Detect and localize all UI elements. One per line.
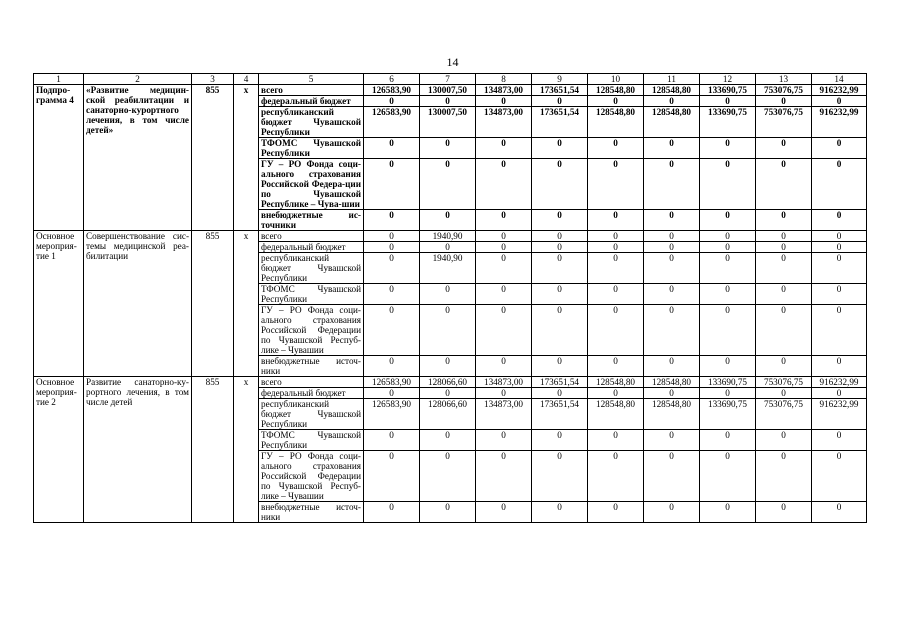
table-row [34, 377, 867, 388]
value-cell: 0 [700, 356, 756, 377]
value-cell: 916232,99 [812, 399, 867, 430]
value-cell: 133690,75 [700, 377, 756, 388]
value-cell: 0 [756, 284, 812, 305]
group-code: Основное мероприя-тие 2 [34, 377, 84, 523]
column-number-11: 11 [644, 74, 700, 85]
value-cell: 0 [588, 242, 644, 253]
value-cell: 0 [700, 253, 756, 284]
funding-source: ГУ – РО Фонда соци-ального страхования Российской Федерации по Чувашской Респуб-лике – Чувашии [259, 305, 364, 356]
funding-source: внебюджетные источ-ники [259, 502, 364, 523]
funding-source: республиканский бюджет Чувашской Республики [259, 399, 364, 430]
value-cell: 133690,75 [700, 85, 756, 96]
value-cell: 0 [588, 284, 644, 305]
value-cell: 0 [700, 284, 756, 305]
funding-source: федеральный бюджет [259, 242, 364, 253]
funding-source: всего [259, 85, 364, 96]
value-cell: 128548,80 [588, 85, 644, 96]
value-cell: 753076,75 [756, 107, 812, 138]
value-cell: 0 [700, 305, 756, 356]
value-cell: 0 [756, 430, 812, 451]
value-cell: 753076,75 [756, 377, 812, 388]
value-cell: 0 [420, 210, 476, 231]
column-number-4: 4 [234, 74, 259, 85]
value-cell: 0 [532, 430, 588, 451]
value-cell: 0 [364, 502, 420, 523]
funding-source: ГУ – РО Фонда соци-ального страхования Российской Федерации по Чувашской Респуб-лике – Чувашии [259, 451, 364, 502]
value-cell: 0 [364, 253, 420, 284]
value-cell: 0 [588, 356, 644, 377]
value-cell: 130007,50 [420, 107, 476, 138]
value-cell: 0 [476, 430, 532, 451]
group-column-3: 855 [192, 85, 234, 231]
value-cell: 0 [588, 253, 644, 284]
funding-source: внебюджетные источ-ники [259, 356, 364, 377]
value-cell: 173651,54 [532, 399, 588, 430]
column-number-8: 8 [476, 74, 532, 85]
value-cell: 0 [532, 305, 588, 356]
value-cell: 0 [644, 356, 700, 377]
value-cell: 0 [532, 242, 588, 253]
value-cell: 0 [812, 502, 867, 523]
value-cell: 0 [812, 138, 867, 159]
funding-source: ТФОМС Чувашской Республики [259, 138, 364, 159]
value-cell: 0 [700, 242, 756, 253]
value-cell: 173651,54 [532, 107, 588, 138]
value-cell: 0 [532, 356, 588, 377]
group-title: Совершенствование сис-темы медицинской реа-билитации [84, 231, 192, 377]
value-cell: 128066,60 [420, 399, 476, 430]
value-cell: 0 [476, 253, 532, 284]
group-column-4: x [234, 231, 259, 377]
value-cell: 0 [756, 253, 812, 284]
value-cell: 128548,80 [644, 399, 700, 430]
column-number-2: 2 [84, 74, 192, 85]
value-cell: 0 [476, 210, 532, 231]
value-cell: 0 [700, 96, 756, 107]
group-column-4: x [234, 377, 259, 523]
page-number: 14 [446, 55, 459, 69]
funding-source: республиканский бюджет Чувашской Республики [259, 107, 364, 138]
value-cell: 0 [532, 159, 588, 210]
value-cell: 0 [644, 430, 700, 451]
funding-source: федеральный бюджет [259, 96, 364, 107]
column-number-13: 13 [756, 74, 812, 85]
value-cell: 0 [588, 388, 644, 399]
value-cell: 0 [476, 356, 532, 377]
value-cell: 0 [812, 210, 867, 231]
column-number-1: 1 [34, 74, 84, 85]
value-cell: 133690,75 [700, 399, 756, 430]
value-cell: 0 [588, 305, 644, 356]
table-row [34, 85, 867, 96]
value-cell: 0 [588, 451, 644, 502]
value-cell: 0 [812, 231, 867, 242]
value-cell: 0 [812, 356, 867, 377]
value-cell: 134873,00 [476, 107, 532, 138]
value-cell: 0 [364, 284, 420, 305]
column-number-3: 3 [192, 74, 234, 85]
value-cell: 0 [588, 231, 644, 242]
value-cell: 133690,75 [700, 107, 756, 138]
value-cell: 0 [420, 138, 476, 159]
value-cell: 0 [364, 430, 420, 451]
value-cell: 0 [644, 242, 700, 253]
value-cell: 173651,54 [532, 377, 588, 388]
value-cell: 0 [476, 502, 532, 523]
group-code: Основное мероприя-тие 1 [34, 231, 84, 377]
value-cell: 0 [420, 96, 476, 107]
group-title: «Развитие медицин-ской реабилитации и санаторно-курортного лечения, в том числе детей» [84, 85, 192, 231]
value-cell: 0 [420, 451, 476, 502]
funding-source: внебюджетные ис-точники [259, 210, 364, 231]
value-cell: 130007,50 [420, 85, 476, 96]
funding-source: федеральный бюджет [259, 388, 364, 399]
value-cell: 0 [812, 451, 867, 502]
value-cell: 0 [420, 502, 476, 523]
value-cell: 0 [532, 388, 588, 399]
value-cell: 0 [532, 253, 588, 284]
value-cell: 126583,90 [364, 399, 420, 430]
value-cell: 0 [756, 451, 812, 502]
value-cell: 916232,99 [812, 85, 867, 96]
column-number-5: 5 [259, 74, 364, 85]
value-cell: 0 [364, 159, 420, 210]
value-cell: 0 [812, 159, 867, 210]
funding-source: всего [259, 231, 364, 242]
value-cell: 916232,99 [812, 377, 867, 388]
value-cell: 916232,99 [812, 107, 867, 138]
funding-source: ТФОМС Чувашской Республики [259, 430, 364, 451]
value-cell: 0 [812, 388, 867, 399]
value-cell: 0 [420, 284, 476, 305]
value-cell: 0 [476, 231, 532, 242]
value-cell: 0 [700, 451, 756, 502]
value-cell: 0 [420, 242, 476, 253]
value-cell: 0 [644, 231, 700, 242]
group-column-3: 855 [192, 377, 234, 523]
value-cell: 126583,90 [364, 377, 420, 388]
group-column-4: x [234, 85, 259, 231]
value-cell: 128548,80 [644, 85, 700, 96]
column-number-7: 7 [420, 74, 476, 85]
value-cell: 0 [532, 231, 588, 242]
value-cell: 0 [476, 284, 532, 305]
value-cell: 0 [476, 96, 532, 107]
column-number-10: 10 [588, 74, 644, 85]
value-cell: 0 [812, 242, 867, 253]
funding-source: всего [259, 377, 364, 388]
value-cell: 0 [588, 96, 644, 107]
value-cell: 0 [364, 138, 420, 159]
value-cell: 0 [588, 502, 644, 523]
value-cell: 0 [476, 451, 532, 502]
value-cell: 0 [644, 138, 700, 159]
value-cell: 0 [812, 430, 867, 451]
value-cell: 0 [476, 242, 532, 253]
value-cell: 0 [476, 159, 532, 210]
value-cell: 128066,60 [420, 377, 476, 388]
value-cell: 0 [532, 502, 588, 523]
value-cell: 128548,80 [588, 377, 644, 388]
value-cell: 128548,80 [588, 399, 644, 430]
value-cell: 0 [700, 138, 756, 159]
value-cell: 0 [420, 356, 476, 377]
value-cell: 0 [700, 159, 756, 210]
value-cell: 0 [756, 242, 812, 253]
value-cell: 0 [588, 138, 644, 159]
value-cell: 0 [756, 388, 812, 399]
value-cell: 0 [364, 388, 420, 399]
column-number-6: 6 [364, 74, 420, 85]
value-cell: 0 [644, 305, 700, 356]
value-cell: 0 [700, 210, 756, 231]
value-cell: 0 [700, 430, 756, 451]
group-column-3: 855 [192, 231, 234, 377]
value-cell: 0 [532, 451, 588, 502]
value-cell: 0 [700, 388, 756, 399]
group-title: Развитие санаторно-ку-рортного лечения, в том числе детей [84, 377, 192, 523]
value-cell: 0 [364, 451, 420, 502]
value-cell: 0 [644, 96, 700, 107]
funding-source: республиканский бюджет Чувашской Республики [259, 253, 364, 284]
value-cell: 134873,00 [476, 377, 532, 388]
value-cell: 0 [700, 231, 756, 242]
value-cell: 0 [812, 96, 867, 107]
table-body [34, 74, 867, 523]
value-cell: 0 [420, 159, 476, 210]
group-code: Подпро-грамма 4 [34, 85, 84, 231]
table-row [34, 231, 867, 242]
value-cell: 0 [364, 242, 420, 253]
column-number-row [34, 74, 867, 85]
value-cell: 0 [812, 284, 867, 305]
value-cell: 134873,00 [476, 85, 532, 96]
value-cell: 0 [420, 430, 476, 451]
value-cell: 0 [812, 305, 867, 356]
value-cell: 0 [756, 356, 812, 377]
value-cell: 0 [364, 96, 420, 107]
value-cell: 128548,80 [644, 377, 700, 388]
value-cell: 126583,90 [364, 85, 420, 96]
value-cell: 0 [588, 159, 644, 210]
value-cell: 0 [476, 388, 532, 399]
value-cell: 0 [644, 210, 700, 231]
funding-source: ТФОМС Чувашской Республики [259, 284, 364, 305]
value-cell: 1940,90 [420, 231, 476, 242]
value-cell: 0 [364, 356, 420, 377]
value-cell: 0 [756, 210, 812, 231]
value-cell: 0 [644, 502, 700, 523]
value-cell: 0 [756, 96, 812, 107]
value-cell: 0 [756, 305, 812, 356]
value-cell: 0 [644, 253, 700, 284]
funding-source: ГУ – РО Фонда соци-ального страхования Российской Федера-ции по Чувашской Республике – Чува-шии [259, 159, 364, 210]
value-cell: 0 [756, 159, 812, 210]
value-cell: 0 [532, 96, 588, 107]
value-cell: 0 [700, 502, 756, 523]
value-cell: 0 [420, 305, 476, 356]
column-number-12: 12 [700, 74, 756, 85]
value-cell: 173651,54 [532, 85, 588, 96]
value-cell: 0 [364, 305, 420, 356]
value-cell: 0 [364, 210, 420, 231]
column-number-9: 9 [532, 74, 588, 85]
value-cell: 0 [644, 388, 700, 399]
budget-table [33, 73, 867, 523]
value-cell: 0 [644, 159, 700, 210]
value-cell: 0 [644, 451, 700, 502]
value-cell: 0 [588, 430, 644, 451]
value-cell: 128548,80 [644, 107, 700, 138]
value-cell: 0 [476, 138, 532, 159]
value-cell: 753076,75 [756, 399, 812, 430]
value-cell: 128548,80 [588, 107, 644, 138]
column-number-14: 14 [812, 74, 867, 85]
value-cell: 0 [532, 138, 588, 159]
value-cell: 0 [756, 231, 812, 242]
value-cell: 0 [588, 210, 644, 231]
value-cell: 0 [756, 502, 812, 523]
value-cell: 134873,00 [476, 399, 532, 430]
value-cell: 0 [364, 231, 420, 242]
value-cell: 0 [532, 284, 588, 305]
value-cell: 0 [532, 210, 588, 231]
value-cell: 0 [644, 284, 700, 305]
value-cell: 0 [756, 138, 812, 159]
value-cell: 1940,90 [420, 253, 476, 284]
value-cell: 0 [812, 253, 867, 284]
value-cell: 126583,90 [364, 107, 420, 138]
value-cell: 0 [476, 305, 532, 356]
value-cell: 753076,75 [756, 85, 812, 96]
value-cell: 0 [420, 388, 476, 399]
